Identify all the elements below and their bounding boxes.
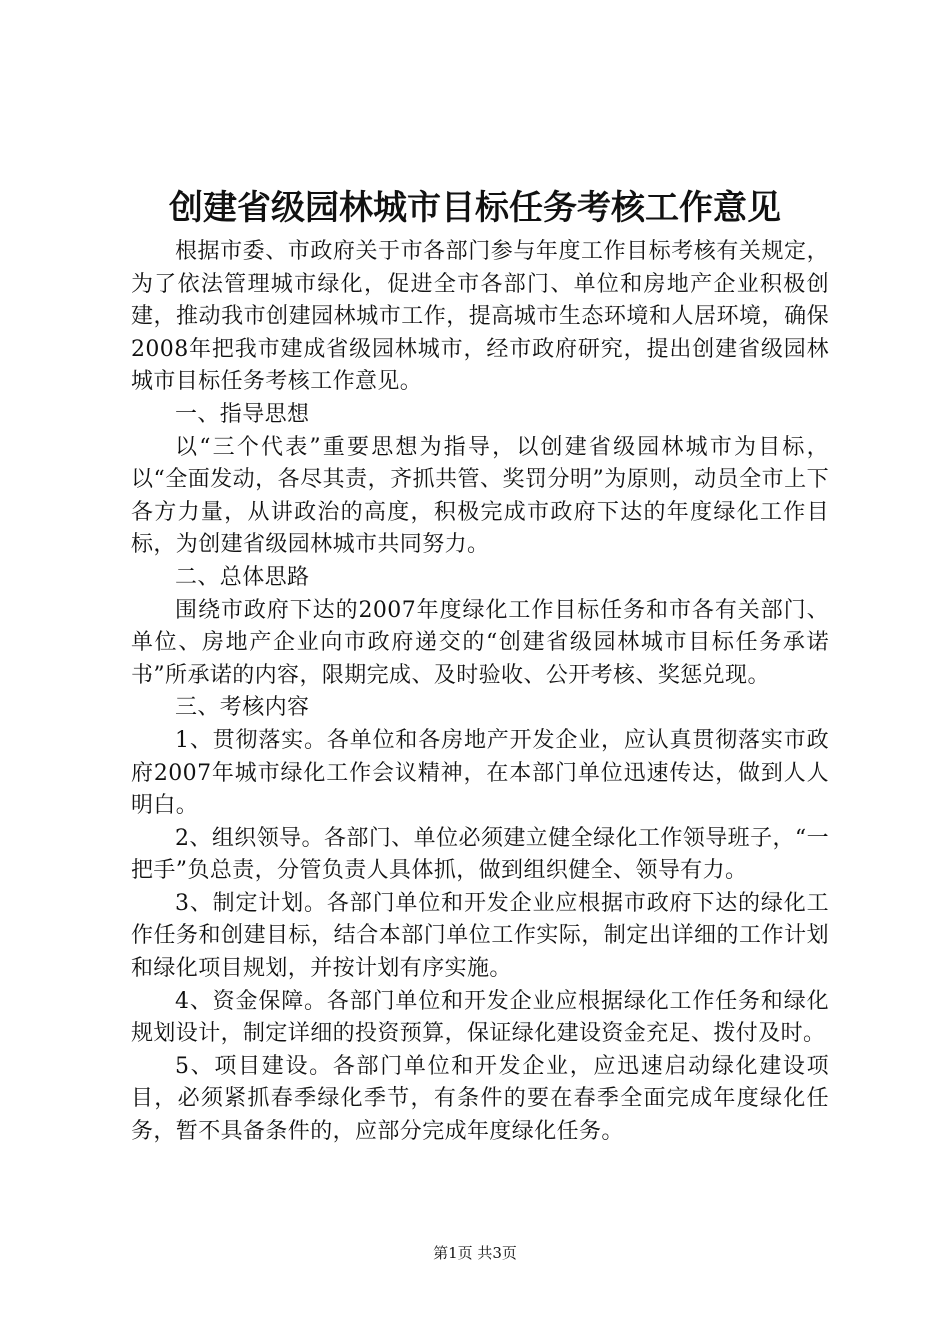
list-item-leadership: 2、组织领导。各部门、单位必须建立健全绿化工作领导班子，“一把手”负总责，分管负责人具体抓，做到组织健全、领导有力。	[131, 825, 829, 884]
document-title: 创建省级园林城市目标任务考核工作意见	[169, 188, 781, 228]
list-item-implementation: 1、贯彻落实。各单位和各房地产开发企业，应认真贯彻落实市政府2007年城市绿化工作会议精神，在本部门单位迅速传达，做到人人明白。	[131, 727, 829, 819]
document-body	[131, 236, 829, 1149]
paragraph-guiding-ideology: 以“三个代表”重要思想为指导，以创建省级园林城市为目标，以“全面发动，各尽其责，齐抓共管、奖罚分明”为原则，动员全市上下各方力量，从讲政治的高度，积极完成市政府下达的年度绿化工作目标，为创建省级园林城市共同努力。	[131, 434, 829, 558]
list-item-funding: 4、资金保障。各部门单位和开发企业应根据绿化工作任务和绿化规划设计，制定详细的投资预算，保证绿化建设资金充足、拨付及时。	[131, 988, 829, 1047]
paragraph-intro: 根据市委、市政府关于市各部门参与年度工作目标考核有关规定，为了依法管理城市绿化，促进全市各部门、单位和房地产企业积极创建，推动我市创建园林城市工作，提高城市生态环境和人居环境，确保2008年把我市建成省级园林城市，经市政府研究，提出创建省级园林城市目标任务考核工作意见。	[131, 239, 829, 395]
section-heading-guiding-ideology: 一、指导思想	[175, 401, 310, 427]
section-heading-overall-approach: 二、总体思路	[175, 564, 310, 590]
list-item-planning: 3、制定计划。各部门单位和开发企业应根据市政府下达的绿化工作任务和创建目标，结合本部门单位工作实际，制定出详细的工作计划和绿化项目规划，并按计划有序实施。	[131, 890, 829, 982]
section-heading-assessment-content: 三、考核内容	[175, 695, 310, 721]
paragraph-overall-approach: 围绕市政府下达的2007年度绿化工作目标任务和市各有关部门、单位、房地产企业向市政府递交的“创建省级园林城市目标任务承诺书”所承诺的内容，限期完成、及时验收、公开考核、奖惩兑现。	[131, 597, 829, 688]
list-item-project-construction: 5、项目建设。各部门单位和开发企业，应迅速启动绿化建设项目，必须紧抓春季绿化季节，有条件的要在春季全面完成年度绿化任务，暂不具备条件的，应部分完成年度绿化任务。	[131, 1053, 829, 1145]
page-number: 第1页 共3页	[433, 1244, 517, 1262]
